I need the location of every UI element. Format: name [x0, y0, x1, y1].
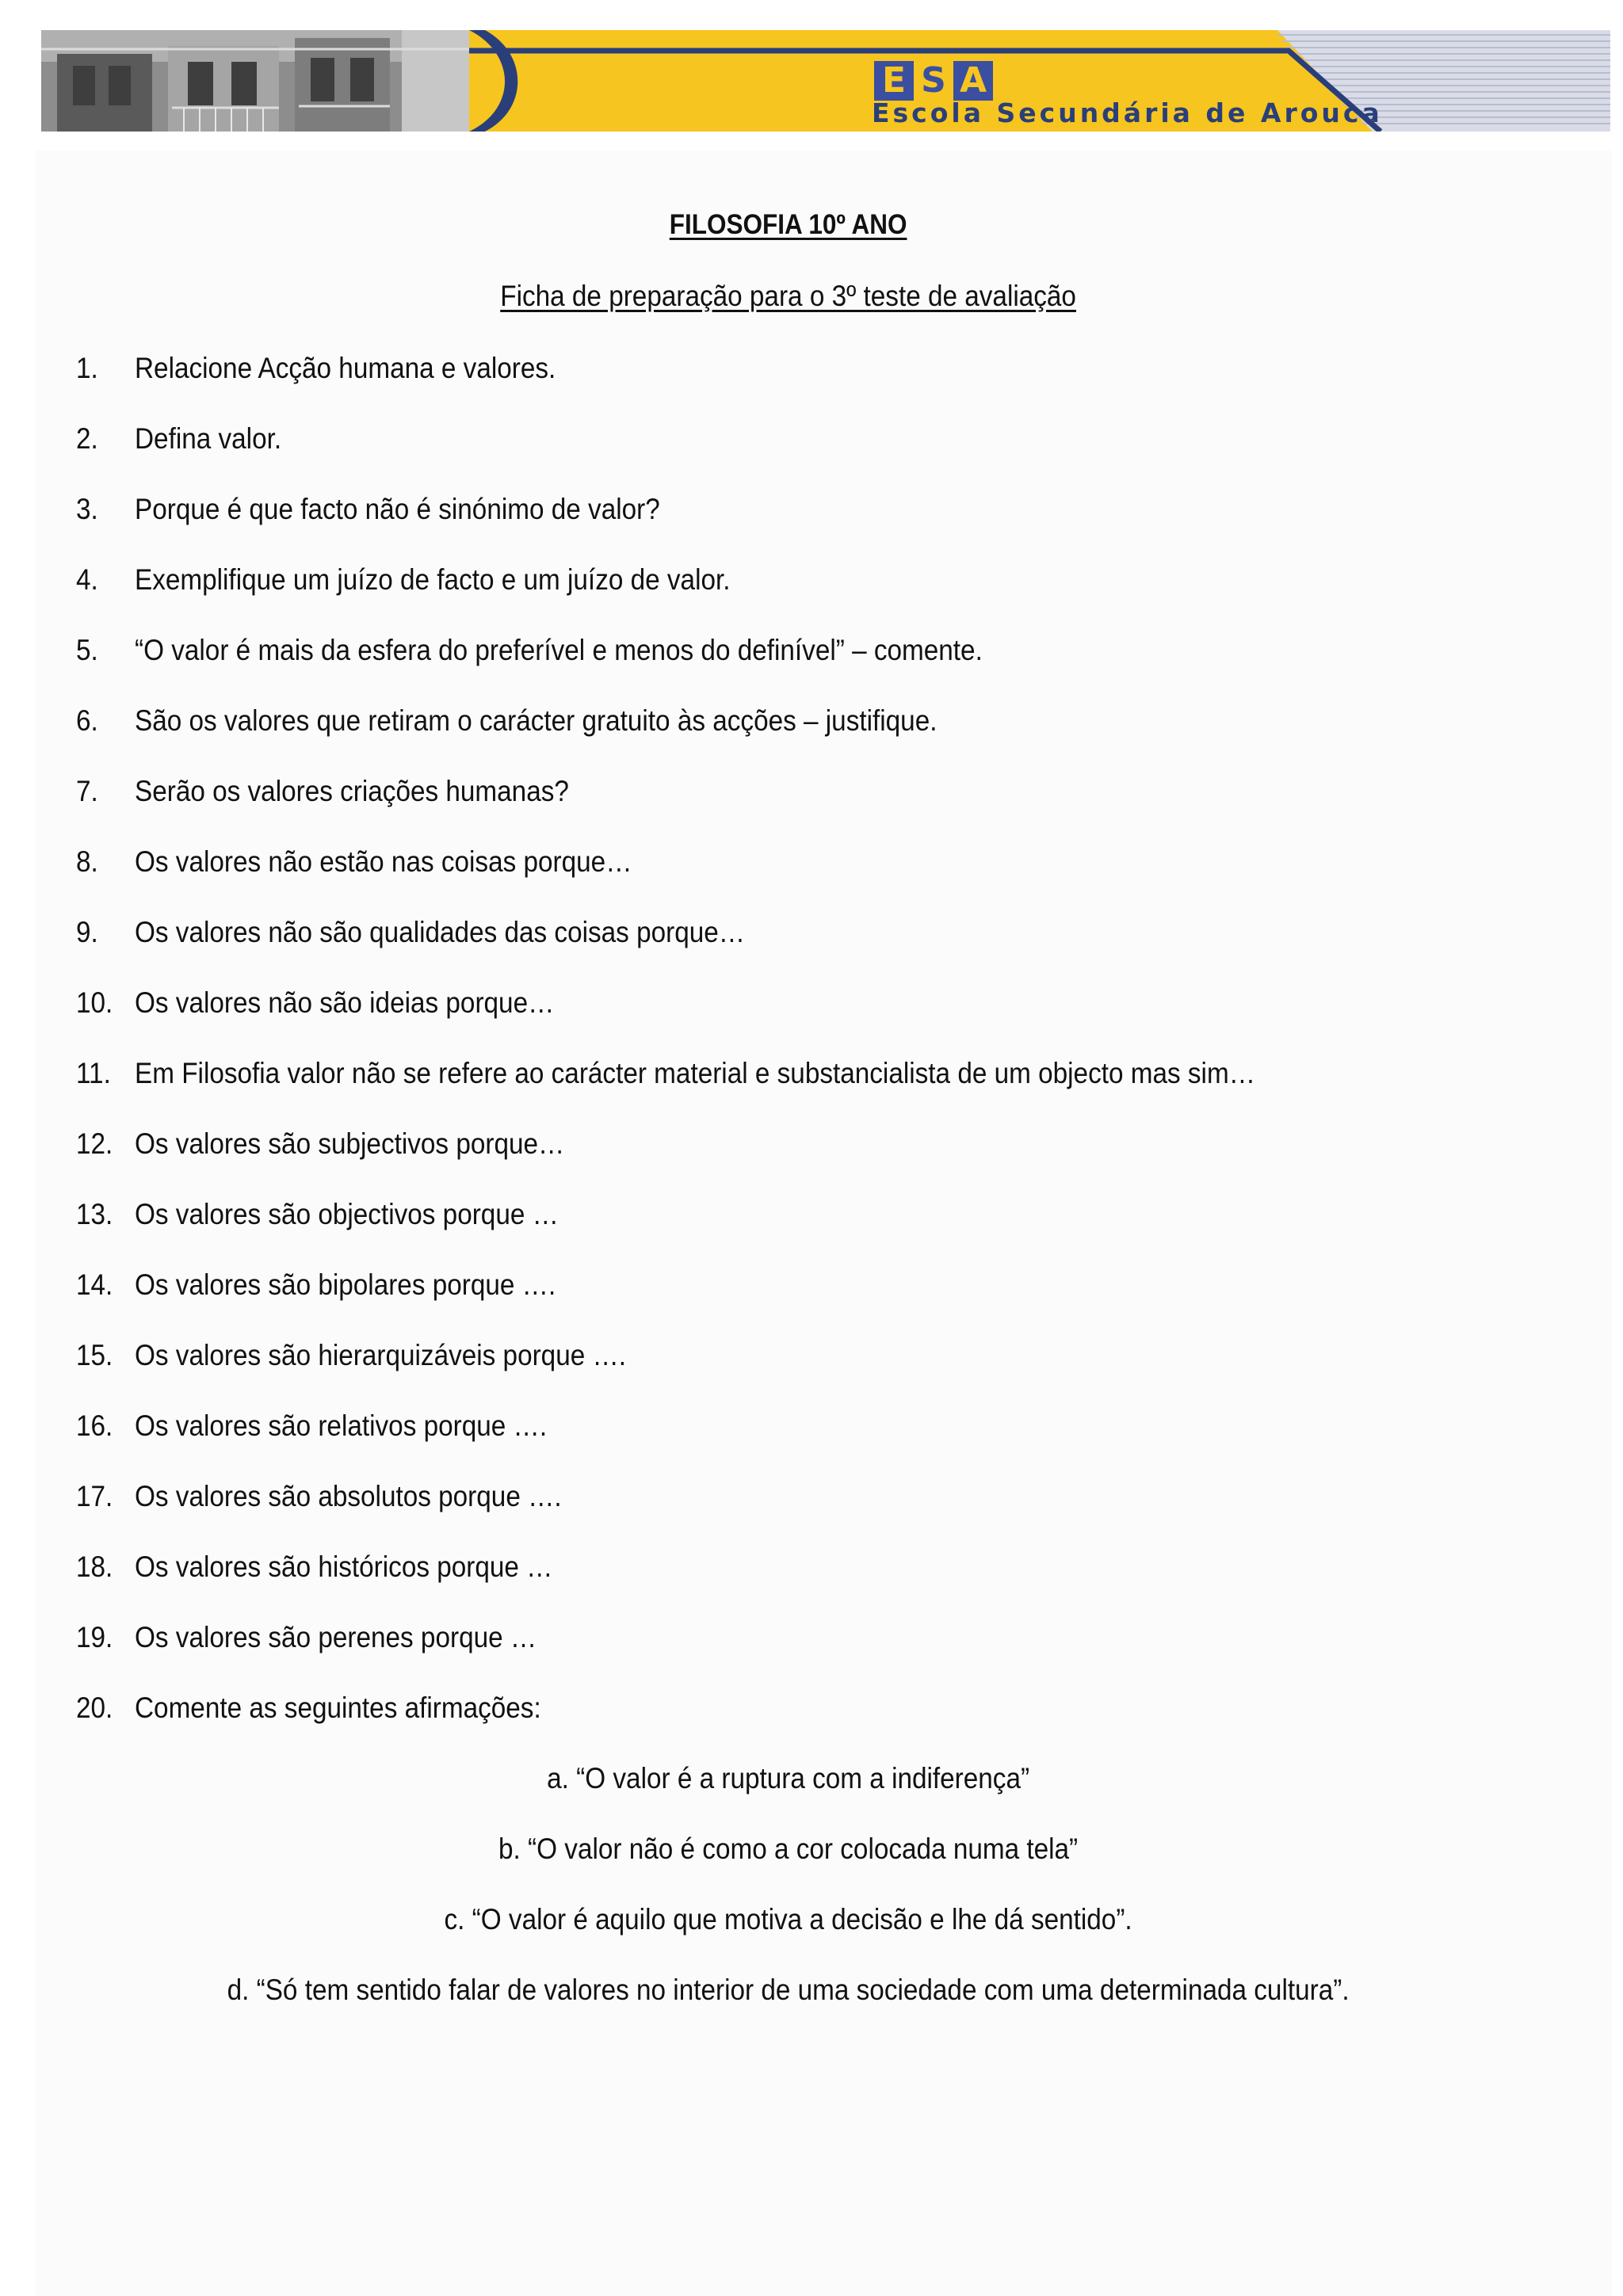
- question-text: Em Filosofia valor não se refere ao carácter material e substancialista de um objecto mas sim…: [135, 1057, 1255, 1089]
- document-title: FILOSOFIA 10º ANO: [669, 209, 907, 240]
- question-number: 20.: [76, 1691, 113, 1724]
- question-text: Os valores são relativos porque ….: [135, 1409, 548, 1442]
- school-name: Escola Secundária de Arouca: [872, 97, 1383, 128]
- question-text: Comente as seguintes afirmações:: [135, 1691, 541, 1724]
- question-number: 19.: [76, 1621, 113, 1653]
- question-number: 10.: [76, 986, 113, 1019]
- question-number: 13.: [76, 1198, 113, 1230]
- question-number: 18.: [76, 1550, 113, 1583]
- question-text: Os valores são subjectivos porque…: [135, 1127, 565, 1160]
- question-text: Os valores são hierarquizáveis porque ….: [135, 1339, 627, 1371]
- logo-letter-s: S: [914, 61, 953, 101]
- document-subtitle: Ficha de preparação para o 3º teste de avaliação: [500, 280, 1076, 312]
- question-text: Os valores não são ideias porque…: [135, 986, 555, 1019]
- sub-item-d: d. “Só tem sentido falar de valores no interior de uma sociedade com uma determinada cultura”.: [227, 1974, 1350, 2006]
- school-banner: [41, 30, 1610, 132]
- sub-item-c: c. “O valor é aquilo que motiva a decisão e lhe dá sentido”.: [444, 1903, 1132, 1936]
- question-text: “O valor é mais da esfera do preferível e menos do definível” – comente.: [135, 634, 983, 666]
- question-number: 12.: [76, 1127, 113, 1160]
- question-text: São os valores que retiram o carácter gratuito às acções – justifique.: [135, 704, 938, 737]
- question-number: 8.: [76, 845, 98, 878]
- question-text: Os valores não são qualidades das coisas porque…: [135, 916, 746, 948]
- question-number: 4.: [76, 563, 98, 596]
- question-number: 11.: [76, 1057, 111, 1089]
- question-number: 6.: [76, 704, 98, 737]
- logo-letter-e: E: [874, 61, 914, 101]
- question-text: Os valores são históricos porque …: [135, 1550, 553, 1583]
- question-text: Porque é que facto não é sinónimo de valor?: [135, 493, 660, 525]
- question-number: 7.: [76, 775, 98, 807]
- question-text: Os valores são objectivos porque …: [135, 1198, 559, 1230]
- question-number: 3.: [76, 493, 98, 525]
- sub-item-b: b. “O valor não é como a cor colocada numa tela”: [498, 1833, 1079, 1865]
- question-text: Os valores são bipolares porque ….: [135, 1268, 556, 1301]
- question-text: Os valores são absolutos porque ….: [135, 1480, 562, 1512]
- question-text: Relacione Acção humana e valores.: [135, 352, 556, 384]
- question-text: Exemplifique um juízo de facto e um juízo de valor.: [135, 563, 731, 596]
- question-number: 9.: [76, 916, 98, 948]
- logo-letter-a: A: [953, 61, 993, 101]
- question-number: 16.: [76, 1409, 113, 1442]
- question-number: 17.: [76, 1480, 113, 1512]
- question-text: Os valores não estão nas coisas porque…: [135, 845, 632, 878]
- esa-logo: [874, 61, 993, 101]
- question-text: Os valores são perenes porque …: [135, 1621, 537, 1653]
- question-number: 5.: [76, 634, 98, 666]
- question-number: 14.: [76, 1268, 113, 1301]
- question-number: 15.: [76, 1339, 113, 1371]
- question-text: Serão os valores criações humanas?: [135, 775, 569, 807]
- question-number: 1.: [76, 352, 98, 384]
- question-number: 2.: [76, 422, 98, 455]
- sub-item-a: a. “O valor é a ruptura com a indiferença”: [547, 1762, 1030, 1794]
- question-text: Defina valor.: [135, 422, 282, 455]
